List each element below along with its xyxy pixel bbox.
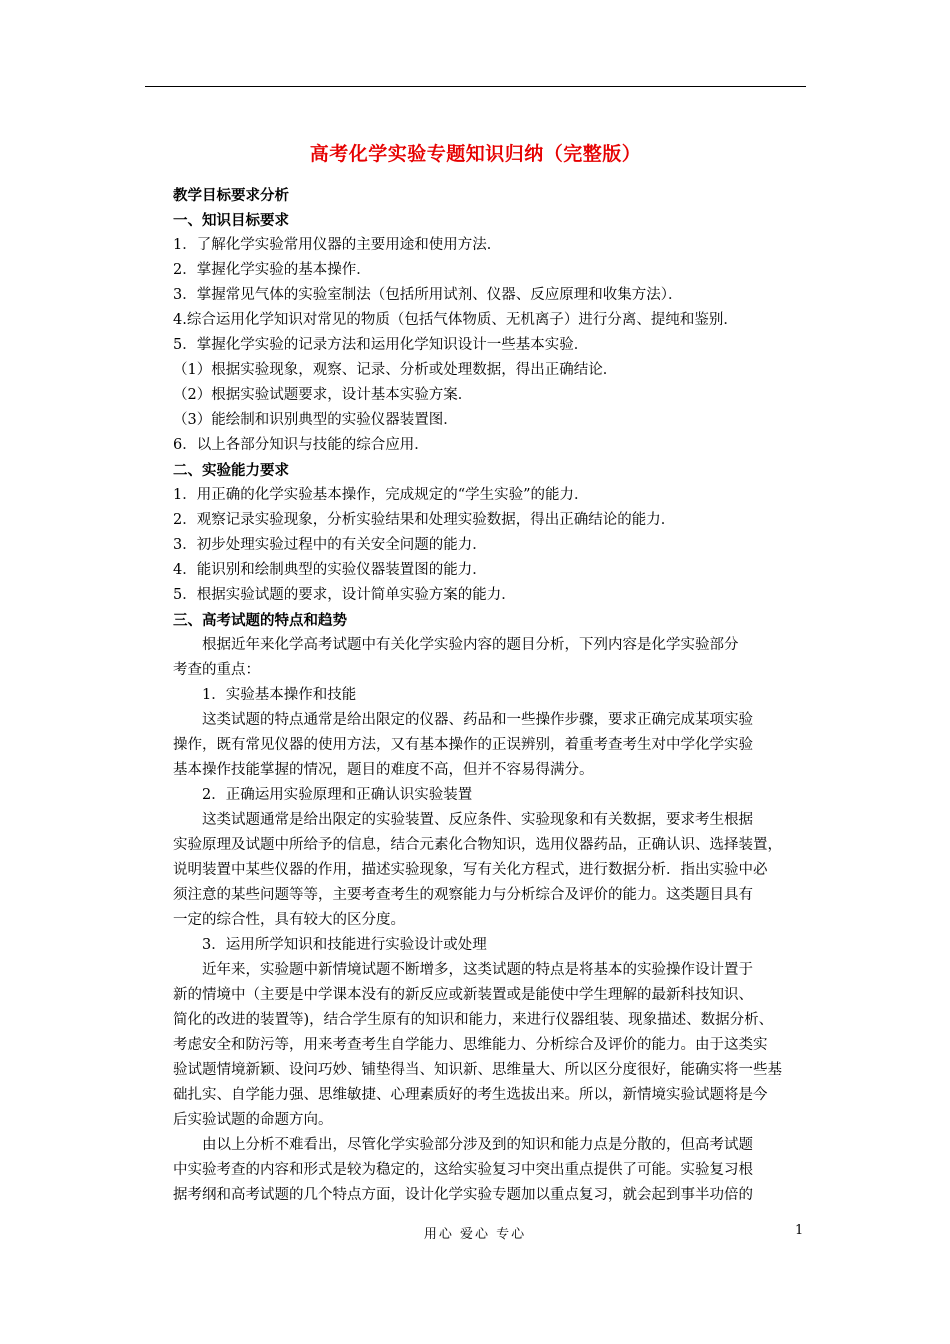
paragraph-first-line: 这类试题通常是给出限定的实验装置、反应条件、实验现象和有关数据，要求考生根据 <box>202 812 753 828</box>
paragraph-line: 新的情境中（主要是中学课本没有的新反应或新装置或是能使中学生理解的最新科技知识、 <box>173 987 753 1003</box>
list-item: 2．观察记录实验现象，分析实验结果和处理实验数据，得出正确结论的能力． <box>173 512 676 528</box>
list-item: 5．掌握化学实验的记录方法和运用化学知识设计一些基本实验． <box>173 337 589 353</box>
paragraph-first-line: 根据近年来化学高考试题中有关化学实验内容的题目分析，下列内容是化学实验部分 <box>202 637 739 653</box>
paragraph-line: 一定的综合性，具有较大的区分度。 <box>173 912 405 928</box>
analysis-paragraphs <box>173 633 807 1208</box>
list-item: 4.综合运用化学知识对常见的物质（包括气体物质、无机离子）进行分离、提纯和鉴别． <box>173 312 738 328</box>
list-item: 1．了解化学实验常用仪器的主要用途和使用方法． <box>173 237 502 253</box>
footer-slogan: 用心 爱心 专心 <box>423 1227 527 1242</box>
paragraph-line: 考查的重点： <box>173 662 260 678</box>
list-item: 3．掌握常见气体的实验室制法（包括所用试剂、仪器、反应原理和收集方法）． <box>173 287 683 303</box>
document-title: 高考化学实验专题知识归纳（完整版） <box>309 143 642 165</box>
paragraph-line: 据考纲和高考试题的几个特点方面，设计化学实验专题加以重点复习，就会起到事半功倍的 <box>173 1187 753 1203</box>
paragraph-line: 实验原理及试题中所给予的信息，结合元素化合物知识，选用仪器药品，正确认识、选择装置， <box>173 837 782 853</box>
page-number: 1 <box>795 1223 804 1238</box>
paragraph-line: 简化的改进的装置等)，结合学生原有的知识和能力，来进行仪器组装、现象描述、数据分析、 <box>173 1012 774 1028</box>
paragraph-line: 考虑安全和防污等，用来考查考生自学能力、思维能力、分析综合及评价的能力。由于这类实 <box>173 1037 768 1053</box>
list-item: 4．能识别和绘制典型的实验仪器装置图的能力． <box>173 562 487 578</box>
objectives-list <box>173 183 807 633</box>
paragraph-line: 须注意的某些问题等等，主要考查考生的观察能力与分析综合及评价的能力。这类题目具有 <box>173 887 753 903</box>
paragraph-first-line: 由以上分析不难看出，尽管化学实验部分涉及到的知识和能力点是分散的，但高考试题 <box>202 1137 753 1153</box>
paragraph-first-line: 这类试题的特点通常是给出限定的仪器、药品和一些操作步骤，要求正确完成某项实验 <box>202 712 753 728</box>
section-heading: 教学目标要求分析 <box>173 187 289 204</box>
paragraph-first-line: 1．实验基本操作和技能 <box>202 687 357 703</box>
paragraph-first-line: 2．正确运用实验原理和正确认识实验装置 <box>202 787 473 803</box>
header-rule <box>145 86 806 87</box>
list-item: 2．掌握化学实验的基本操作． <box>173 262 371 278</box>
list-item: 6．以上各部分知识与技能的综合应用． <box>173 437 429 453</box>
paragraph-line: 验试题情境新颖、设问巧妙、铺垫得当、知识新、思维量大、所以区分度很好，能确实将一些基 <box>173 1062 782 1078</box>
paragraph-line: 操作，既有常见仪器的使用方法，又有基本操作的正误辨别，着重考查考生对中学化学实验 <box>173 737 753 753</box>
list-item: 5．根据实验试题的要求，设计简单实验方案的能力． <box>173 587 516 603</box>
paragraph-line: 后实验试题的命题方向。 <box>173 1112 333 1128</box>
document-body <box>173 183 807 1208</box>
paragraph-first-line: 3．运用所学知识和技能进行实验设计或处理 <box>202 937 487 953</box>
section-heading: 二、实验能力要求 <box>173 462 289 479</box>
paragraph-first-line: 近年来，实验题中新情境试题不断增多，这类试题的特点是将基本的实验操作设计置于 <box>202 962 753 978</box>
section-heading: 一、知识目标要求 <box>173 212 289 229</box>
paragraph-line: 基本操作技能掌握的情况，题目的难度不高，但并不容易得满分。 <box>173 762 594 778</box>
list-item: （1）根据实验现象，观察、记录、分析或处理数据，得出正确结论． <box>173 362 618 378</box>
section-heading: 三、高考试题的特点和趋势 <box>173 612 347 629</box>
paragraph-line: 础扎实、自学能力强、思维敏捷、心理素质好的考生选拔出来。所以，新情境实验试题将是今 <box>173 1087 768 1103</box>
list-item: 1．用正确的化学实验基本操作，完成规定的“学生实验”的能力． <box>173 487 589 503</box>
list-item: （2）根据实验试题要求，设计基本实验方案． <box>173 387 473 403</box>
paragraph-line: 说明装置中某些仪器的作用，描述实验现象，写有关化方程式，进行数据分析．指出实验中必 <box>173 862 768 878</box>
list-item: （3）能绘制和识别典型的实验仪器装置图． <box>173 412 458 428</box>
list-item: 3．初步处理实验过程中的有关安全问题的能力． <box>173 537 487 553</box>
paragraph-line: 中实验考查的内容和形式是较为稳定的，这给实验复习中突出重点提供了可能。实验复习根 <box>173 1162 753 1178</box>
